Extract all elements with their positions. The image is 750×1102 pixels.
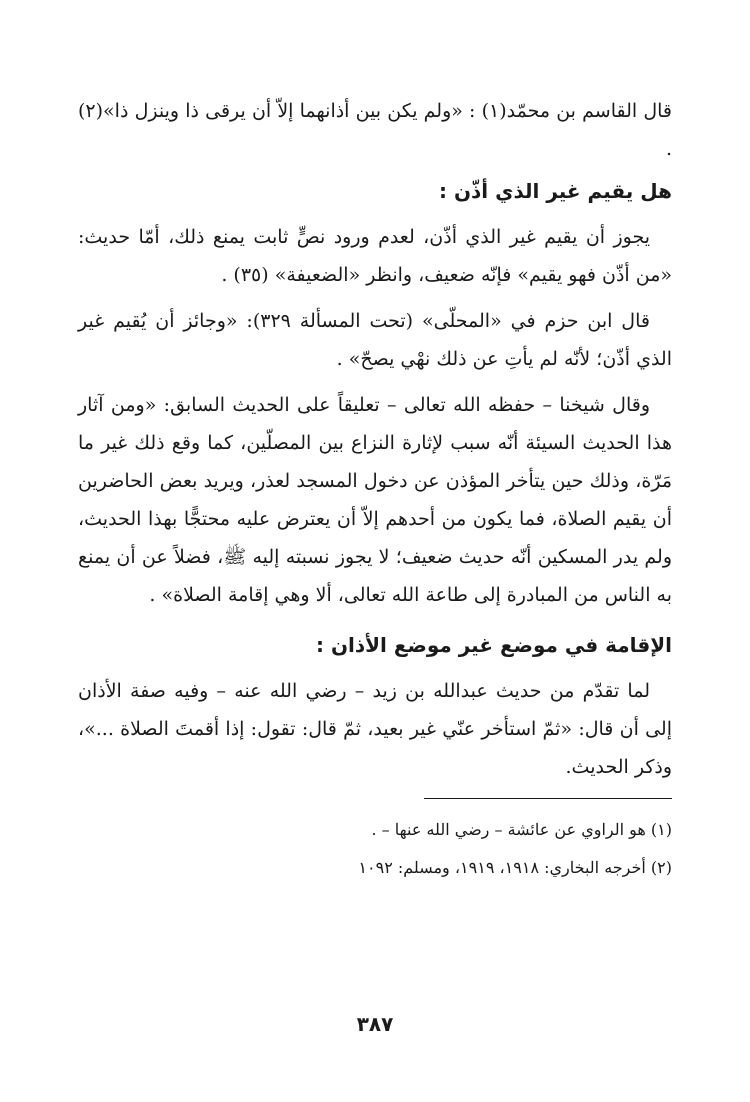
heading-who-makes-iqama: هل يقيم غير الذي أذّن : <box>439 179 672 203</box>
paragraph-permissibility: يجوز أن يقيم غير الذي أذّن، لعدم ورود نصٍّ ثابت يمنع ذلك، أمّا حديث: «من أذّن فهو يقيم» فإنّه ضعيف، وانظر «الضعيفة» (٣٥) . <box>78 226 672 286</box>
paragraph-qasim: قال القاسم بن محمّد(١) : «ولم يكن بين أذانهما إلاّ أن يرقى ذا وينزل ذا»(٢) . <box>78 100 672 160</box>
paragraph-sheikh-commentary: وقال شيخنا – حفظه الله تعالى – تعليقاً على الحديث السابق: «ومن آثار هذا الحديث السيئة أنّه سبب لإثارة النزاع بين المصلّين، كما وقع ذلك غير ما مَرّة، وذلك حين يتأخر المؤذن عن دخول المسجد لعذر، ويريد بعض الحاضرين أن يقيم الصلاة، فما يكون من أحدهم إلاّ أن يعترض عليه محتجًّا بهذا الحديث، ولم يدر المسكين أنّه حديث ضعيف؛ لا يجوز نسبته إليه ﷺ، فضلاً عن أن يمنع به الناس من المبادرة إلى طاعة الله تعالى، ألا وهي إقامة الصلاة» . <box>78 394 672 606</box>
paragraph-ibn-hazm: قال ابن حزم في «المحلّى» (تحت المسألة ٣٢٩): «وجائز أن يُقيم غير الذي أذّن؛ لأنّه لم يأتِ عن ذلك نهْي يصحّ» . <box>78 310 672 370</box>
footnote-2: (٢) أخرجه البخاري: ١٩١٨، ١٩١٩، ومسلم: ١٠٩٢ <box>358 858 672 877</box>
heading-iqama-location: الإقامة في موضع غير موضع الأذان : <box>316 633 672 657</box>
page-number: ٣٨٧ <box>356 1012 394 1036</box>
paragraph-abdullah-ibn-zaid: لما تقدّم من حديث عبدالله بن زيد – رضي الله عنه – وفيه صفة الأذان إلى أن قال: «ثمّ استأخر عنّي غير بعيد، ثمّ قال: تقول: إذا أقمتَ الصلاة ...»، وذكر الحديث. <box>78 680 672 778</box>
footnote-divider <box>424 798 672 799</box>
footnote-1: (١) هو الراوي عن عائشة – رضي الله عنها – . <box>371 820 672 839</box>
